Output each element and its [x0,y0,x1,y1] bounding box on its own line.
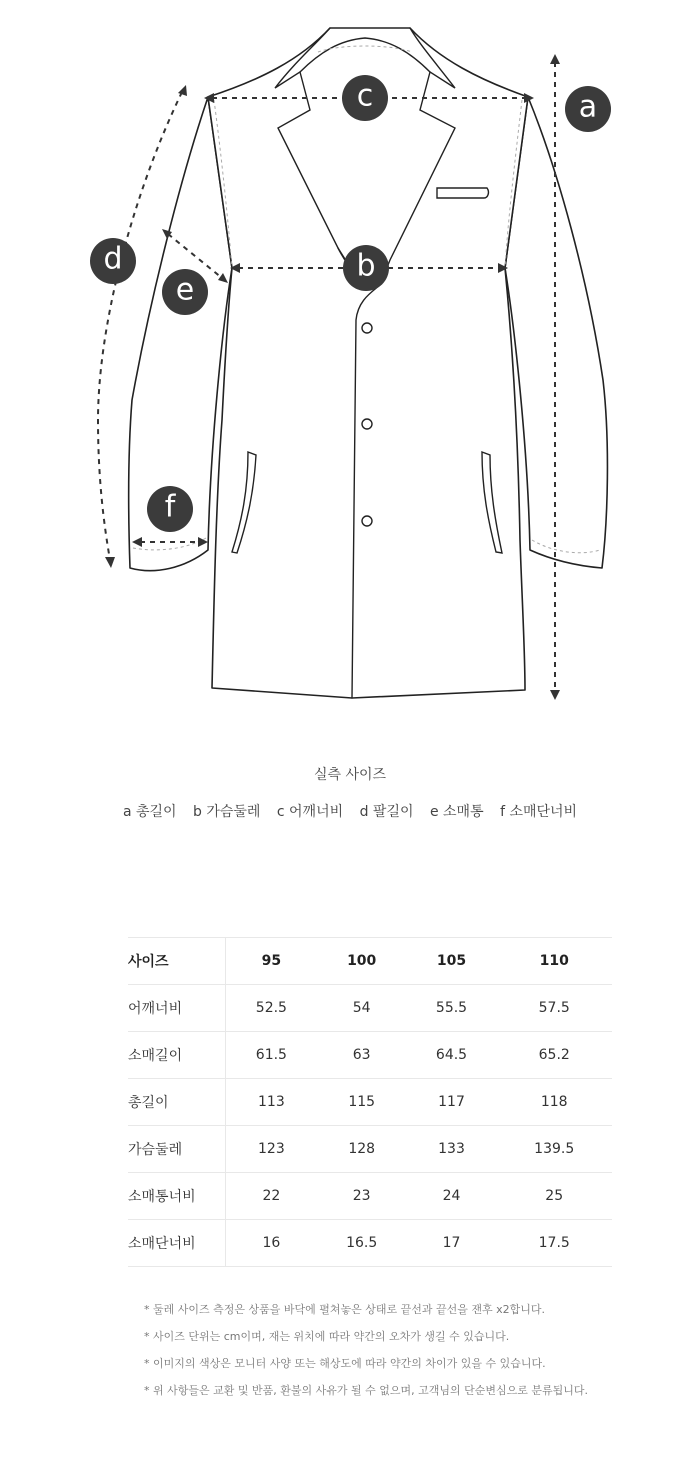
table-row [128,985,612,1032]
marker-a [565,86,611,132]
table-cell: 17.5 [538,1235,570,1251]
table-cell: 24 [442,1188,461,1204]
table-cell: 115 [348,1094,376,1110]
table-cell: 133 [438,1141,465,1157]
row-label: 가슴둘레 [128,1126,226,1173]
size-notes [144,1296,588,1404]
arrow-a-bottom [550,690,560,700]
legend-item-a: a 총길이 [122,804,177,820]
note-line: * 둘레 사이즈 측정은 상품을 바닥에 펼쳐놓은 상태로 끝선과 끝선을 잰후 x2합니다. [144,1303,545,1316]
header-size-label: 사이즈 [128,938,226,985]
table-cell: 113 [258,1094,285,1110]
table-row [128,1220,612,1267]
measurement-legend [0,801,700,821]
measurement-title: 실측 사이즈 [313,767,387,783]
table-cell: 55.5 [435,1000,468,1016]
row-label: 소매길이 [128,1032,226,1079]
table-cell: 22 [262,1188,281,1204]
right-sleeve [505,97,607,568]
header-size-100: 100 [347,953,377,969]
header-size-105: 105 [436,953,467,969]
row-label: 소매통너비 [128,1173,226,1220]
marker-c [342,75,388,121]
size-table [128,937,612,1267]
table-cell: 123 [258,1141,285,1157]
row-label: 어깨너비 [128,985,226,1032]
marker-b [343,245,389,291]
marker-f-label: f [164,489,176,525]
header-size-110: 110 [539,953,569,969]
arrow-a-top [550,54,560,64]
coat-measurement-diagram [0,0,700,720]
header-size-95: 95 [261,953,282,969]
table-cell: 64.5 [435,1047,468,1063]
table-cell: 16 [262,1235,281,1251]
table-cell: 23 [352,1188,371,1204]
table-row [128,1032,612,1079]
legend-item-d: d 팔길이 [359,804,414,820]
table-cell: 63 [352,1047,371,1063]
legend-item-e: e 소매통 [429,804,484,820]
marker-e-label: e [175,272,195,308]
table-row [128,1126,612,1173]
table-cell: 118 [540,1094,568,1110]
table-cell: 117 [438,1094,465,1110]
legend-item-c: c 어깨너비 [276,804,344,820]
note-line: * 사이즈 단위는 cm이며, 재는 위치에 따라 약간의 오차가 생길 수 있습니다. [144,1330,510,1343]
marker-b-label: b [356,248,376,284]
table-cell: 17 [442,1235,461,1251]
table-row [128,1173,612,1220]
table-cell: 16.5 [346,1235,378,1251]
coat-body [208,28,528,698]
table-cell: 52.5 [255,1000,287,1016]
arrow-d-top [178,85,187,96]
table-row [128,1079,612,1126]
table-cell: 57.5 [538,1000,570,1016]
table-cell: 54 [352,1000,371,1016]
table-cell: 139.5 [534,1141,575,1157]
row-label: 총길이 [128,1079,226,1126]
table-cell: 61.5 [255,1047,287,1063]
legend-item-f: f 소매단너비 [500,804,578,820]
arrow-d-bottom [105,557,115,568]
note-line: * 위 사항들은 교환 및 반품, 환불의 사유가 될 수 없으며, 고객님의 단순변심으로 분류됩니다. [144,1384,588,1397]
marker-c-label: c [356,78,374,114]
marker-e [162,269,208,315]
marker-d [90,238,136,284]
marker-d-label: d [103,241,123,277]
note-line: * 이미지의 색상은 모니터 사양 또는 해상도에 따라 약간의 차이가 있을 수 있습니다. [144,1357,546,1370]
marker-f [147,486,193,532]
table-cell: 128 [348,1141,376,1157]
table-cell: 25 [545,1188,564,1204]
marker-a-label: a [578,89,598,125]
row-label: 소매단너비 [128,1220,226,1267]
table-cell: 65.2 [538,1047,570,1063]
legend-item-b: b 가슴둘레 [193,804,261,820]
table-header-row [128,938,612,985]
